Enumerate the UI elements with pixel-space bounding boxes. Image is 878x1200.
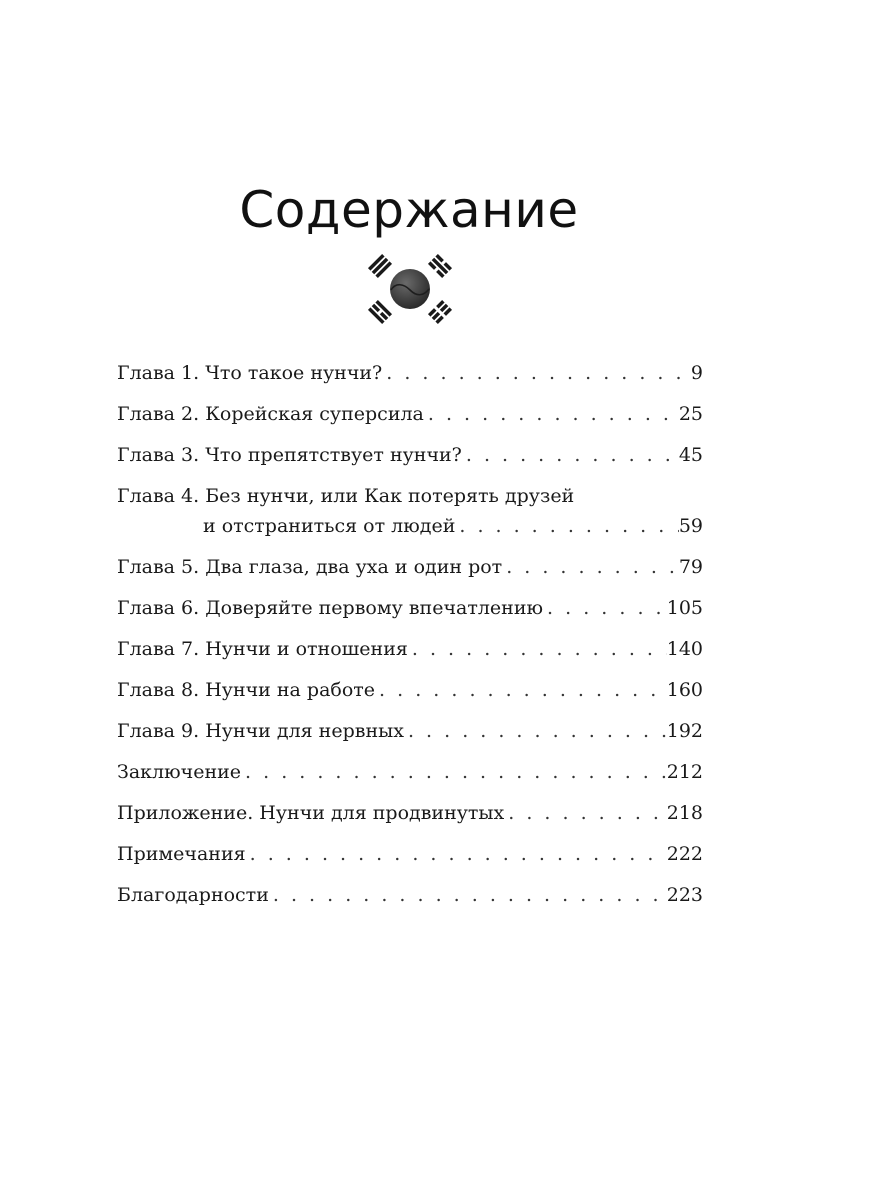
toc-entry-page: 140 [666, 638, 703, 660]
dot-leader [502, 552, 679, 582]
dot-leader [382, 358, 691, 388]
toc-entry[interactable] [117, 634, 703, 664]
toc-entry-label: Глава 3. Что препятствует нунчи? [117, 444, 462, 466]
toc-entry-label: Благодарности [117, 884, 269, 906]
toc-entry-label: Глава 8. Нунчи на работе [117, 679, 376, 701]
toc-entry[interactable] [117, 675, 703, 705]
toc-entry[interactable] [117, 839, 703, 869]
dot-leader [241, 757, 667, 787]
toc-entry-label: Глава 1. Что такое нунчи? [117, 362, 383, 384]
toc-entry-page: 45 [678, 444, 703, 466]
toc-entry[interactable] [117, 399, 703, 429]
toc-entry[interactable] [117, 757, 703, 787]
toc-entry-page: 223 [666, 884, 703, 906]
toc-entry-label: Глава 7. Нунчи и отношения [117, 638, 408, 660]
dot-leader [462, 440, 679, 470]
toc-entry-page: 9 [690, 362, 703, 384]
toc-entry-page: 79 [678, 556, 703, 578]
toc-entry[interactable] [117, 358, 703, 388]
toc-entry-label: Заключение [117, 761, 242, 783]
dot-leader [408, 634, 667, 664]
toc-entry-page: 59 [678, 515, 703, 537]
taegeuk-trigrams-icon [360, 253, 460, 325]
dot-leader [504, 798, 666, 828]
toc-entry-label: Глава 6. Доверяйте первому впечатлению [117, 597, 544, 619]
toc-entry-label: Глава 2. Корейская суперсила [117, 403, 424, 425]
toc-entry-page: 218 [666, 802, 703, 824]
dot-leader [404, 716, 667, 746]
toc-entry-label: Глава 9. Нунчи для нервных [117, 720, 404, 742]
toc-entry[interactable] [117, 798, 703, 828]
toc-entry-label: Приложение. Нунчи для продвинутых [117, 802, 505, 824]
toc-entry[interactable] [117, 716, 703, 746]
toc-entry-label: Глава 5. Два глаза, два уха и один рот [117, 556, 503, 578]
table-of-contents [117, 358, 703, 921]
toc-entry[interactable] [117, 481, 703, 541]
dot-leader [543, 593, 667, 623]
toc-entry[interactable] [117, 880, 703, 910]
toc-entry-continuation: и отстраниться от людей [203, 515, 456, 537]
toc-entry-page: 192 [666, 720, 703, 742]
dot-leader [246, 839, 667, 869]
dot-leader [375, 675, 667, 705]
toc-entry-page: 25 [678, 403, 703, 425]
dot-leader [269, 880, 667, 910]
toc-entry-label: Примечания [117, 843, 246, 865]
toc-entry-label: Глава 4. Без нунчи, или Как потерять друзей [117, 485, 575, 507]
dot-leader [424, 399, 679, 429]
toc-entry[interactable] [117, 440, 703, 470]
toc-entry[interactable] [117, 552, 703, 582]
toc-entry[interactable] [117, 593, 703, 623]
toc-entry-page: 222 [666, 843, 703, 865]
toc-entry-page: 160 [666, 679, 703, 701]
toc-entry-page: 105 [666, 597, 703, 619]
toc-entry-page: 212 [666, 761, 703, 783]
dot-leader [455, 511, 678, 541]
page-title: Содержание [239, 181, 579, 239]
